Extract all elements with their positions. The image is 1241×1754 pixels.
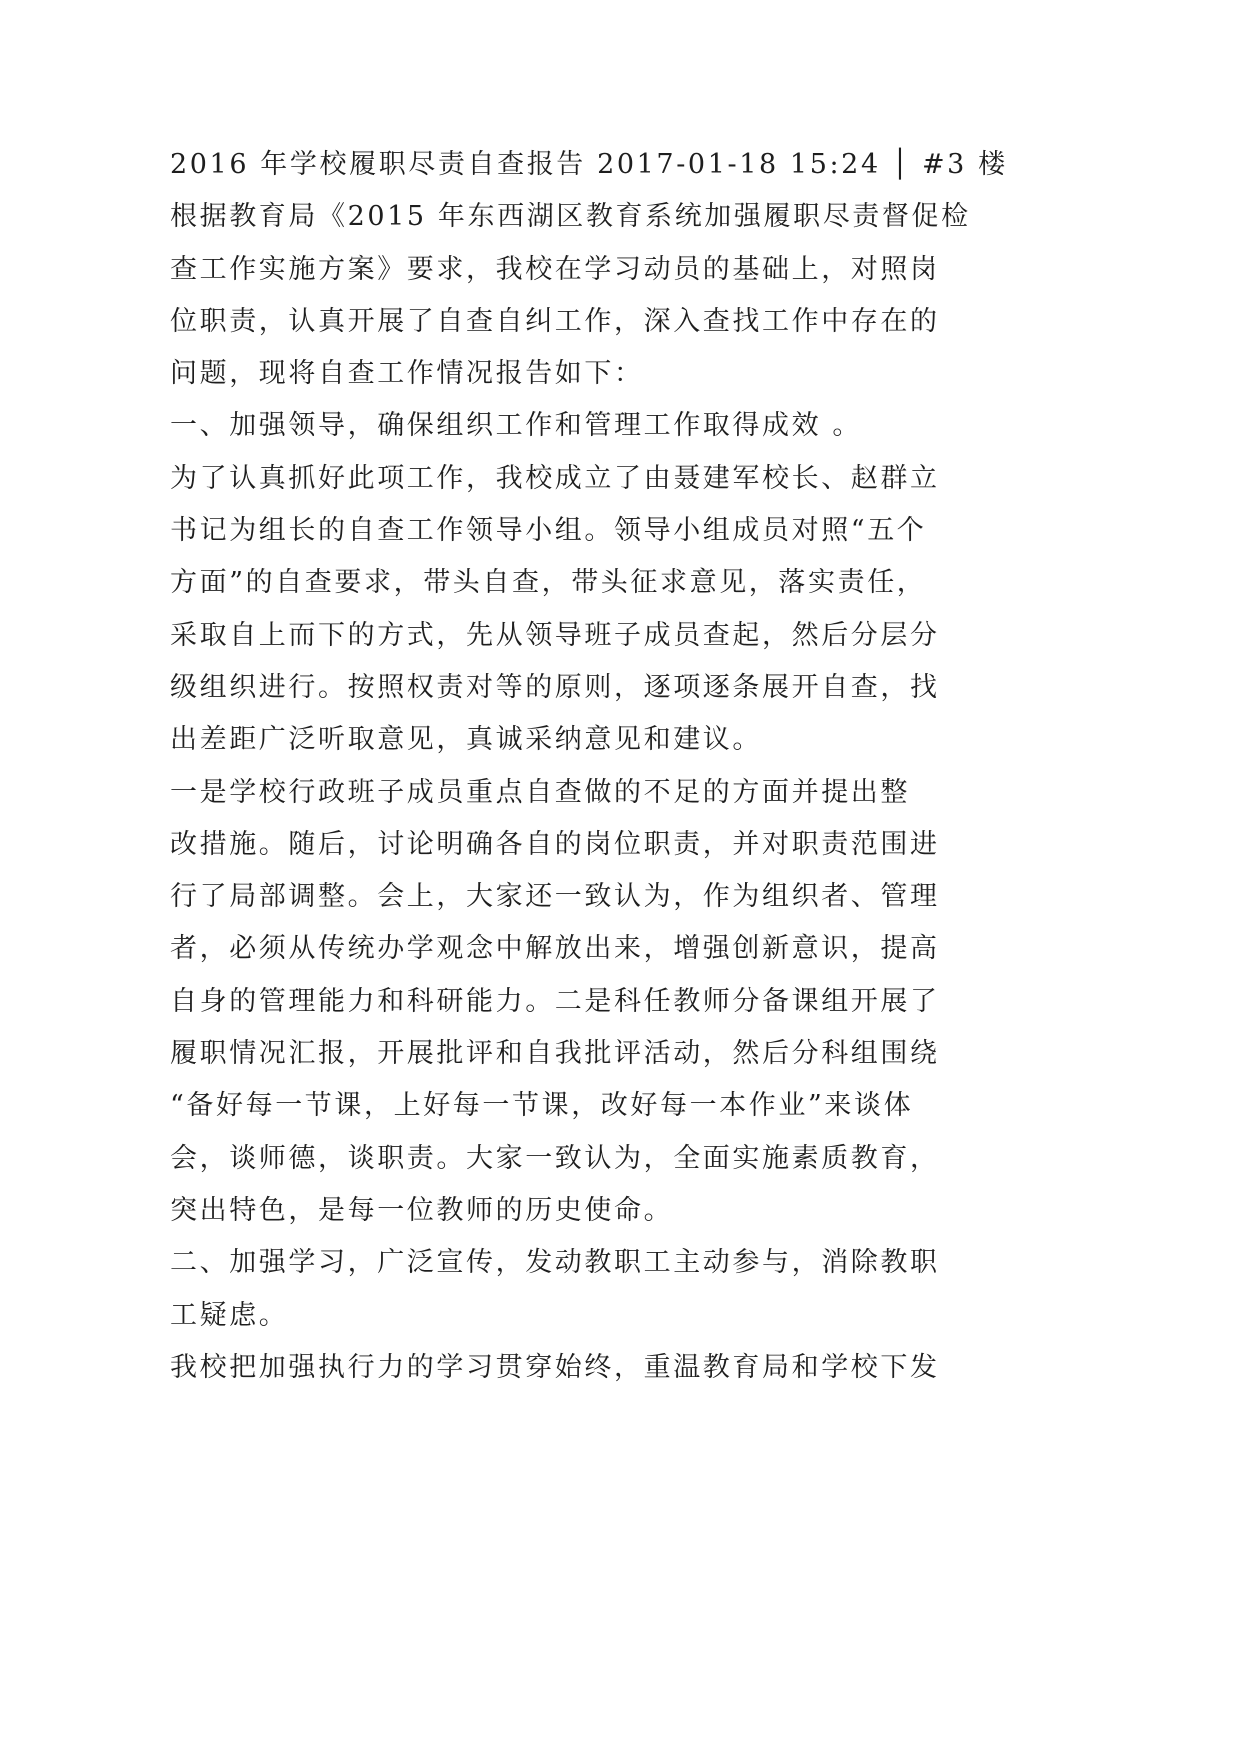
section-1-paragraph-2 [170, 767, 990, 1238]
text-line: 根据教育局《2015 年东西湖区教育系统加强履职尽责督促检 [170, 201, 971, 233]
document-body [170, 139, 1008, 1394]
title-line: 2016 年学校履职尽责自查报告 2017-01-18 15:24 │ #3 楼 [170, 149, 1008, 180]
intro-paragraph [170, 191, 990, 400]
section-heading-line: 工疑虑。 [170, 1299, 289, 1331]
section-heading-1 [170, 400, 990, 452]
section-heading-2 [170, 1237, 990, 1342]
title-line-paragraph [170, 139, 1008, 191]
section-heading-line: 二、加强学习，广泛宣传，发动教职工主动参与，消除教职 [170, 1247, 940, 1279]
text-line: 查工作实施方案》要求，我校在学习动员的基础上，对照岗 [170, 253, 940, 285]
text-line: 一是学校行政班子成员重点自查做的不足的方面并提出整 [170, 776, 910, 808]
text-line: 书记为组长的自查工作领导小组。领导小组成员对照“五个 [170, 515, 927, 547]
text-line: 行了局部调整。会上，大家还一致认为，作为组织者、管理 [170, 881, 940, 913]
text-line: 者，必须从传统办学观念中解放出来，增强创新意识，提高 [170, 933, 940, 965]
text-line: 会，谈师德，谈职责。大家一致认为，全面实施素质教育， [170, 1142, 940, 1174]
text-line: 我校把加强执行力的学习贯穿始终，重温教育局和学校下发 [170, 1351, 940, 1383]
text-line: 突出特色，是每一位教师的历史使命。 [170, 1194, 674, 1226]
text-line: “备好每一节课，上好每一节课，改好每一本作业”来谈体 [170, 1090, 914, 1122]
text-line: 问题，现将自查工作情况报告如下： [170, 358, 644, 390]
text-line: 方面”的自查要求，带头自查，带头征求意见，落实责任， [170, 567, 927, 599]
text-line: 出差距广泛听取意见，真诚采纳意见和建议。 [170, 724, 762, 756]
text-line: 改措施。随后，讨论明确各自的岗位职责，并对职责范围进 [170, 828, 940, 860]
text-line: 为了认真抓好此项工作，我校成立了由聂建军校长、赵群立 [170, 462, 940, 494]
section-1-paragraph-1 [170, 453, 990, 767]
text-line: 履职情况汇报，开展批评和自我批评活动，然后分科组围绕 [170, 1038, 940, 1070]
section-2-paragraph-1 [170, 1342, 990, 1394]
text-line: 自身的管理能力和科研能力。二是科任教师分备课组开展了 [170, 985, 940, 1017]
text-line: 位职责，认真开展了自查自纠工作，深入查找工作中存在的 [170, 305, 940, 337]
text-line: 采取自上而下的方式，先从领导班子成员查起，然后分层分 [170, 619, 940, 651]
text-line: 级组织进行。按照权责对等的原则，逐项逐条展开自查，找 [170, 671, 940, 703]
section-heading-line: 一、加强领导，确保组织工作和管理工作取得成效 。 [170, 410, 862, 442]
